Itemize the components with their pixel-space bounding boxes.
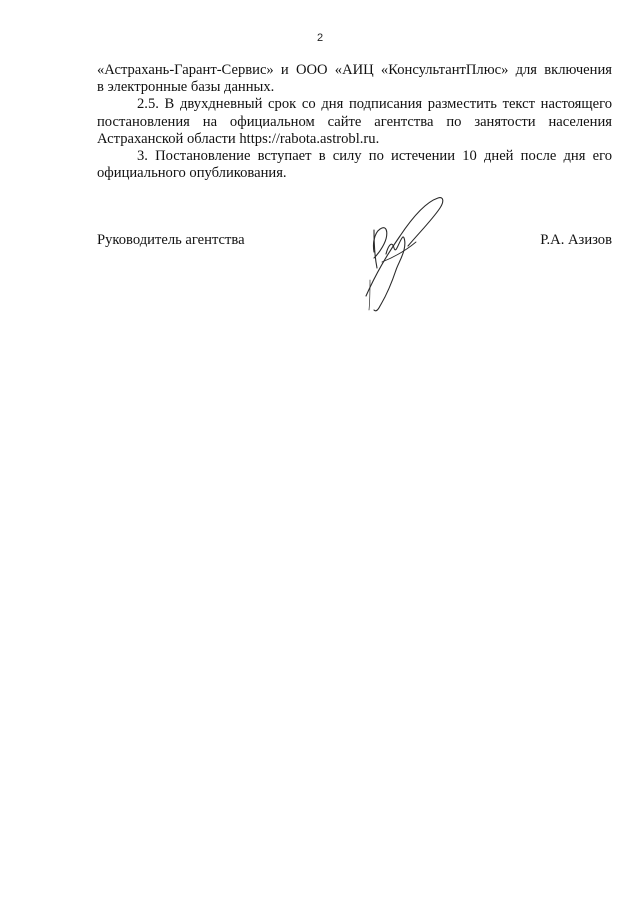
- signatory-name: Р.А. Азизов: [540, 232, 612, 248]
- text-line: в электронные базы данных.: [97, 79, 275, 96]
- text-line: постановления на официальном сайте агентства по занятости населения: [97, 113, 612, 130]
- text-line: 3. Постановление вступает в силу по истечении 10 дней после дня его: [137, 148, 612, 165]
- page-number: 2: [316, 32, 324, 44]
- paragraph-continuation: [97, 62, 612, 96]
- document-body: [97, 62, 612, 182]
- paragraph-2-5: [97, 96, 612, 148]
- signatory-position: Руководитель агентства: [97, 232, 245, 248]
- text-line: официального опубликования.: [97, 165, 287, 182]
- handwritten-signature: [352, 192, 462, 317]
- text-line: «Астрахань-Гарант-Сервис» и ООО «АИЦ «КонсультантПлюс» для включения: [97, 62, 612, 78]
- paragraph-3: [97, 148, 612, 182]
- text-line: 2.5. В двухдневный срок со дня подписания разместить текст настоящего: [137, 96, 612, 113]
- text-line: Астраханской области https://rabota.astrobl.ru.: [97, 130, 380, 147]
